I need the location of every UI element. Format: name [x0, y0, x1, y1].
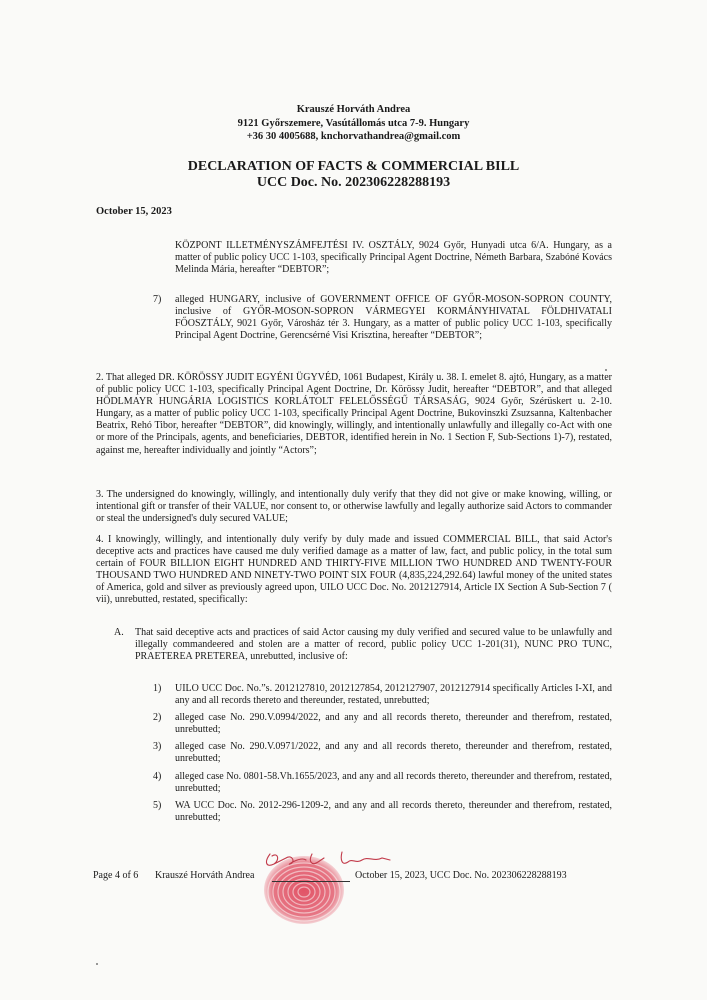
title-line-2: UCC Doc. No. 202306228288193	[256, 175, 451, 190]
sender-name: Krauszé Horváth Andrea	[296, 104, 411, 115]
footer-doc-ref: October 15, 2023, UCC Doc. No. 202306228288193	[355, 870, 567, 881]
scan-speck	[605, 369, 607, 371]
letterhead	[0, 103, 707, 144]
list-item: alleged case No. 290.V.0971/2022, and any and all records thereto, thereunder and therefrom, restated, unrebutted;	[175, 741, 612, 765]
list-item: alleged case No. 290.V.0994/2022, and any and all records thereto, thereunder and therefrom, restated, unrebutted;	[175, 712, 612, 736]
scan-speck	[96, 963, 98, 965]
signature-line	[272, 881, 350, 882]
sender-address: 9121 Győrszemere, Vasútállomás utca 7-9. Hungary	[237, 117, 470, 129]
paragraph-2: 2. That alleged DR. KÖRÖSSY JUDIT EGYÉNI ÜGYVÉD, 1061 Budapest, Király u. 38. I. emelet 8. ajtó, Hungary, as a matter of public policy UCC 1-103, specifically Principal Agent Doctrine, Dr. Körössy Judit, hereafter “DEBTOR”, and that alleged HÖDLMAYR HUNGÁRIA LOGISTICS KORLÁTOLT FELELŐSSÉGŰ TÁRSASÁG, 9024 Győr, Szérüskert u. 2-10. Hungary, as a matter of public policy UCC 1-103, specifically Principal Agent Doctrine, Bukovinszki Zsuzsanna, Kaltenbacher Beatrix, Rehó Tibor, hereafter “DEBTOR”, did knowingly, willingly, and intentionally unlawfully and illegally co-Act with one or more of the Principals, agents, and beneficiaries, DEBTOR, identified herein in No. 1 Section F, Sub-Sections 1)-7), restated, against me, hereafter individually and jointly “Actors”;	[96, 372, 612, 456]
list-item-number: 5)	[153, 800, 162, 811]
list-item-number: 2)	[153, 712, 162, 723]
section-a-letter: A.	[114, 627, 124, 638]
continuation-paragraph: KÖZPONT ILLETMÉNYSZÁMFEJTÉSI IV. OSZTÁLY, 9024 Győr, Hunyadi utca 6/A. Hungary, as a matter of public policy UCC 1-103, specifically Principal Agent Doctrine, Németh Barbara, Szabóné Kovács Melinda Mária, hereafter “DEBTOR”;	[175, 240, 612, 276]
list-item-number: 3)	[153, 741, 162, 752]
paragraph-3: 3. The undersigned do knowingly, willingly, and intentionally duly verify that they did not give or make knowing, willing, or intentional gift or transfer of their VALUE, nor consent to, or otherwise lawfully and legally authorize said Actors to commander or steal the undersigned's duly secured VALUE;	[96, 489, 612, 525]
list-item-number: 1)	[153, 683, 162, 694]
document-date: October 15, 2023	[96, 206, 172, 217]
list-item-number: 4)	[153, 771, 162, 782]
paragraph-4: 4. I knowingly, willingly, and intentionally duly verify by duly made and issued COMMERCIAL BILL, that said Actor's deceptive acts and practices have caused me duly verified damage as a matter of law, fact, and public policy, in the total sum certain of FOUR BILLION EIGHT HUNDRED AND THIRTY-FIVE MILLION TWO HUNDRED AND TWENTY-FOUR THOUSAND TWO HUNDRED AND NINETY-TWO POINT SIX FOUR (4,835,224,292.64) lawful money of the united states of America, gold and silver as previously agreed upon, UILO UCC Doc. No. 2012127914, Article IX Section A Sub-Section 7 ( vii), unrebutted, restated, specifically:	[96, 534, 612, 606]
document-title	[0, 159, 707, 191]
title-line-1: DECLARATION OF FACTS & COMMERCIAL BILL	[187, 159, 520, 174]
list-item: alleged case No. 0801-58.Vh.1655/2023, and any and all records thereto, thereunder and therefrom, restated, unrebutted;	[175, 771, 612, 795]
footer-name: Krauszé Horváth Andrea	[155, 870, 255, 881]
item-7-number: 7)	[153, 294, 162, 305]
footer-page-number: Page 4 of 6	[93, 870, 139, 881]
list-item: UILO UCC Doc. No.”s. 2012127810, 2012127854, 2012127907, 2012127914 specifically Articles I-XI, and any and all records thereto and thereunder, restated, unrebutted;	[175, 683, 612, 707]
item-7-text: alleged HUNGARY, inclusive of GOVERNMENT OFFICE OF GYŐR-MOSON-SOPRON COUNTY, inclusive of GYŐR-MOSON-SOPRON VÁRMEGYEI KORMÁNYHIVATAL FÖLDHIVATALI FŐOSZTÁLY, 9021 Győr, Városház tér 3. Hungary, as a matter of public policy UCC 1-103, specifically Principal Agent Doctrine, Gerencsérné Visi Krisztina, hereafter “DEBTOR”;	[175, 294, 612, 342]
section-a-text: That said deceptive acts and practices of said Actor causing my duly verified and secured value to be unlawfully and illegally commandeered and stolen are a matter of record, public policy UCC 1-201(31), NUNC PRO TUNC, PRAETEREA PRETEREA, unrebutted, inclusive of:	[135, 627, 612, 663]
list-item: WA UCC Doc. No. 2012-296-1209-2, and any and all records thereto, thereunder and therefrom, restated, unrebutted;	[175, 800, 612, 824]
sender-contact: +36 30 4005688, knchorvathandrea@gmail.com	[246, 131, 461, 142]
